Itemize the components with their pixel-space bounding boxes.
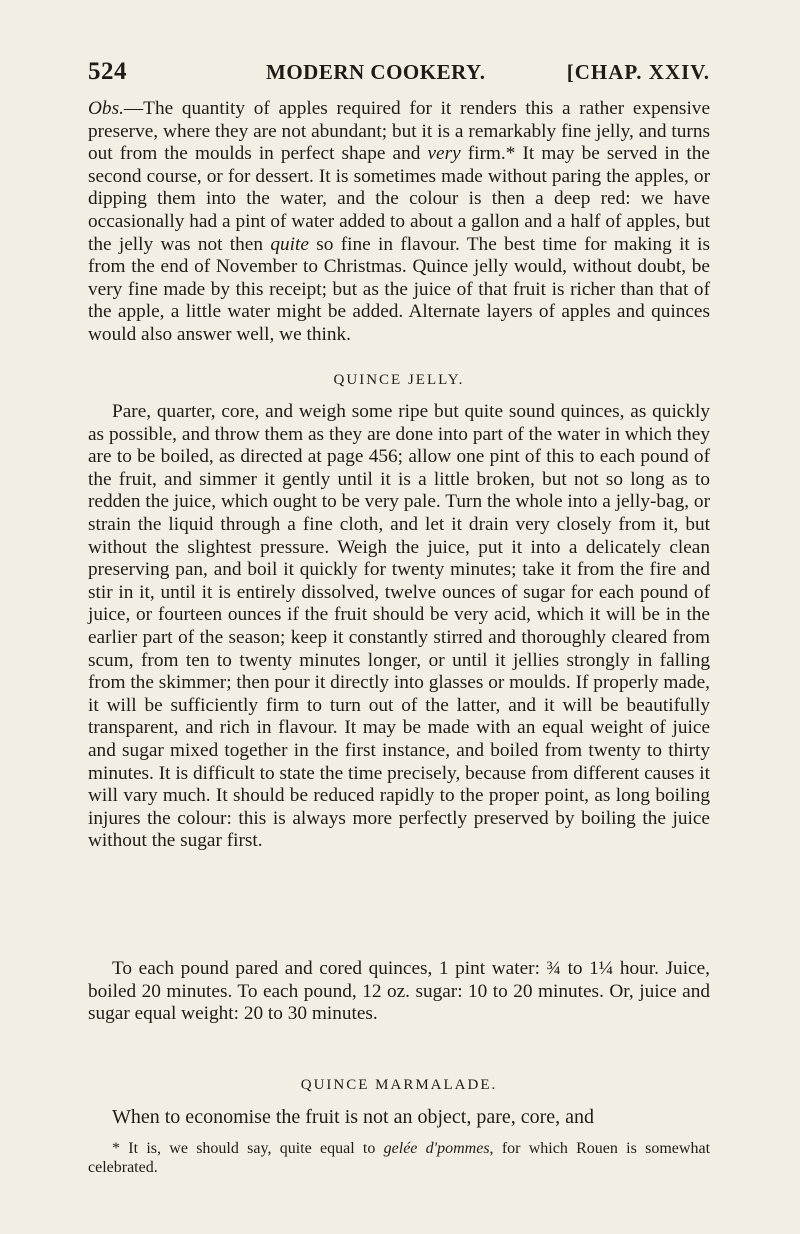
running-title: MODERN COOKERY. [266, 60, 486, 84]
footnote-emphasis: gelée d'pommes [383, 1140, 490, 1157]
obs-text-1: —The quantity of apples required for it renders this a rather expensive preserve, where they are not abundant; but it is a remarkably fine jelly, and turns out from the moulds in perfect shape and [88, 98, 710, 165]
footnote-text-1: * It is, we should say, quite equal to [112, 1140, 384, 1157]
obs-label: Obs. [88, 98, 124, 119]
obs-text-2: firm.* It may be served in the second course, or for dessert. It is sometimes made without paring the apples, or dipping them into the water, and the colour is then a deep red: we have occasionally had a pint of water added to about a gallon and a half of apples, but the jelly was not then [88, 143, 710, 255]
footnote-text-2: , for which Rouen is somewhat celebrated. [88, 1140, 711, 1176]
quince-jelly-heading: QUINCE JELLY. [333, 372, 465, 388]
page-number: 524 [88, 58, 127, 85]
chapter-marker: [CHAP. XXIV. [566, 60, 710, 84]
quince-marmalade-body: When to economise the fruit is not an object, pare, core, and [112, 1106, 595, 1128]
obs-emphasis-2: quite [270, 233, 309, 255]
obs-text-3: so fine in flavour. The best time for making it is from the end of November to Christmas. Quince jelly would, without doubt, be very fine made by this receipt; but as the juice of that fruit is richer than that of the apple, a little water might be added. Alternate layers of apples and quinces would also answer well, we think. [88, 233, 710, 345]
running-header [88, 58, 710, 88]
quince-jelly-body: Pare, quarter, core, and weigh some ripe but quite sound quinces, as quickly as possible, and throw them as they are done into part of the water in which they are to be boiled, as directed at page 456; allow one pint of this to each pound of the fruit, and simmer it gently until it is a little broken, but not so long as to redden the juice, which ought to be very pale. Turn the whole into a jelly-bag, or strain the liquid through a fine cloth, and let it drain very closely from it, but without the slightest pressure. Weigh the juice, put it into a delicately clean preserving pan, and boil it quickly for twenty minutes; take it from the fire and stir in it, until it is entirely dissolved, twelve ounces of sugar for each pound of juice, or fourteen ounces if the fruit should be very acid, which it will be in the earlier part of the season; keep it constantly stirred and thoroughly cleared from scum, from ten to twenty minutes longer, or until it jellies strongly in falling from the skimmer; then pour it directly into glasses or moulds. If properly made, it will be sufficiently firm to turn out of the latter, and it will be beautifully transparent, and rich in flavour. It may be made with an equal weight of juice and sugar mixed together in the first instance, and boiled from twenty to thirty minutes. It is difficult to state the time precisely, because from different causes it will vary much. It should be reduced rapidly to the proper point, as long boiling injures the colour: this is always more perfectly preserved by boiling the juice without the sugar first. [88, 401, 710, 852]
obs-emphasis-1: very [427, 143, 461, 165]
obs-paragraph [88, 98, 710, 347]
quince-marmalade-heading: QUINCE MARMALADE. [300, 1077, 498, 1093]
quince-jelly-summary: To each pound pared and cored quinces, 1 pint water: ¾ to 1¼ hour. Juice, boiled 20 minutes. To each pound, 12 oz. sugar: 10 to 20 minutes. Or, juice and sugar equal weight: 20 to 30 minutes. [88, 958, 710, 1025]
footnote [88, 1139, 710, 1177]
